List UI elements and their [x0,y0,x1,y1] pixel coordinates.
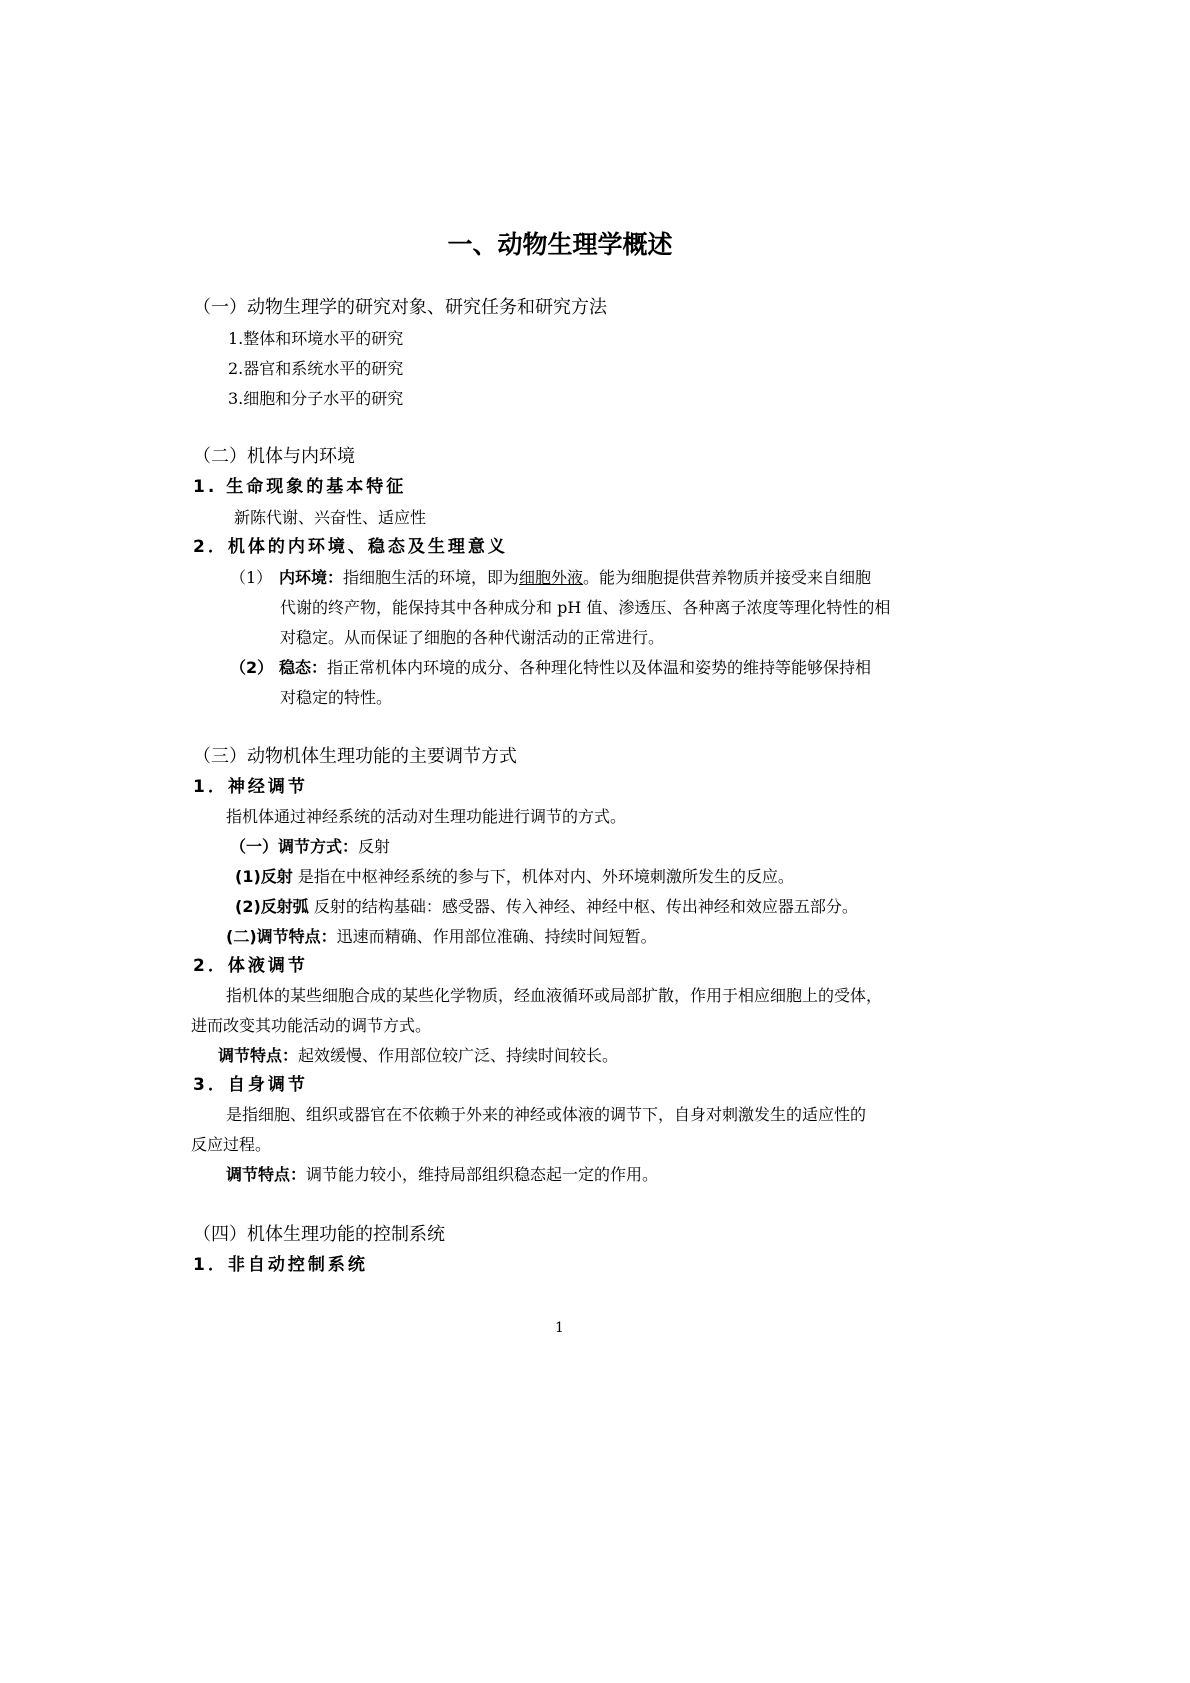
paragraph: 指机体通过神经系统的活动对生理功能进行调节的方式。 [226,807,627,826]
subheading: 1．非自动控制系统 [193,1255,368,1275]
list-item: 3.细胞和分子水平的研究 [228,389,404,408]
paragraph: (二)调节特点：迅速而精确、作用部位准确、持续时间短暂。 [226,927,657,946]
list-item: 1.整体和环境水平的研究 [228,329,404,348]
term: 稳态： [279,658,328,677]
list-item: 2.器官和系统水平的研究 [228,359,404,378]
paragraph: (1)反射 是指在中枢神经系统的参与下，机体对内、外环境刺激所发生的反应。 [235,867,794,886]
subheading: 1．神经调节 [193,777,308,797]
paragraph-line: 对稳定的特性。 [280,688,393,707]
paragraph-line: 进而改变其功能活动的调节方式。 [191,1016,432,1035]
section-heading-2: （二）机体与内环境 [193,446,355,467]
paragraph: 调节特点：起效缓慢、作用部位较广泛、持续时间较长。 [218,1046,619,1065]
paragraph: 调节特点：调节能力较小，维持局部组织稳态起一定的作用。 [226,1165,659,1184]
paragraph-line: 对稳定。从而保证了细胞的各种代谢活动的正常进行。 [280,628,665,647]
underlined-term: 细胞外液 [519,568,584,587]
paragraph-line: 代谢的终产物，能保持其中各种成分和 pH 值、渗透压、各种离子浓度等理化特性的相 [280,598,891,617]
section-heading-1: （一）动物生理学的研究对象、研究任务和研究方法 [193,297,607,318]
term: 内环境： [279,568,344,587]
item-number: （2） [230,658,274,677]
subheading: 2．机体的内环境、稳态及生理意义 [193,537,508,557]
item-number: （1） [230,568,273,587]
section-heading-3: （三）动物机体生理功能的主要调节方式 [193,746,517,767]
paragraph: 指机体的某些细胞合成的某些化学物质，经血液循环或局部扩散，作用于相应细胞上的受体， [226,986,883,1005]
paragraph: 新陈代谢、兴奋性、适应性 [234,508,427,527]
paragraph: 是指细胞、组织或器官在不依赖于外来的神经或体液的调节下，自身对刺激发生的适应性的 [226,1105,867,1124]
paragraph: (2)反射弧 反射的结构基础：感受器、传入神经、神经中枢、传出神经和效应器五部分。 [235,897,858,916]
page-title: 一、动物生理学概述 [447,230,673,259]
subheading: 1. 生命现象的基本特征 [193,477,407,497]
page-number: 1 [555,1320,564,1336]
paragraph-line: 反应过程。 [191,1135,272,1154]
paragraph: 稳态：指正常机体内环境的成分、各种理化特性以及体温和姿势的维持等能够保持相 [279,658,872,677]
subheading: 3．自身调节 [193,1075,308,1095]
paragraph: （一）调节方式：反射 [230,837,391,856]
section-heading-4: （四）机体生理功能的控制系统 [193,1224,445,1245]
subheading: 2．体液调节 [193,956,308,976]
paragraph: 内环境：指细胞生活的环境，即为细胞外液。能为细胞提供营养物质并接受来自细胞 [279,568,872,587]
